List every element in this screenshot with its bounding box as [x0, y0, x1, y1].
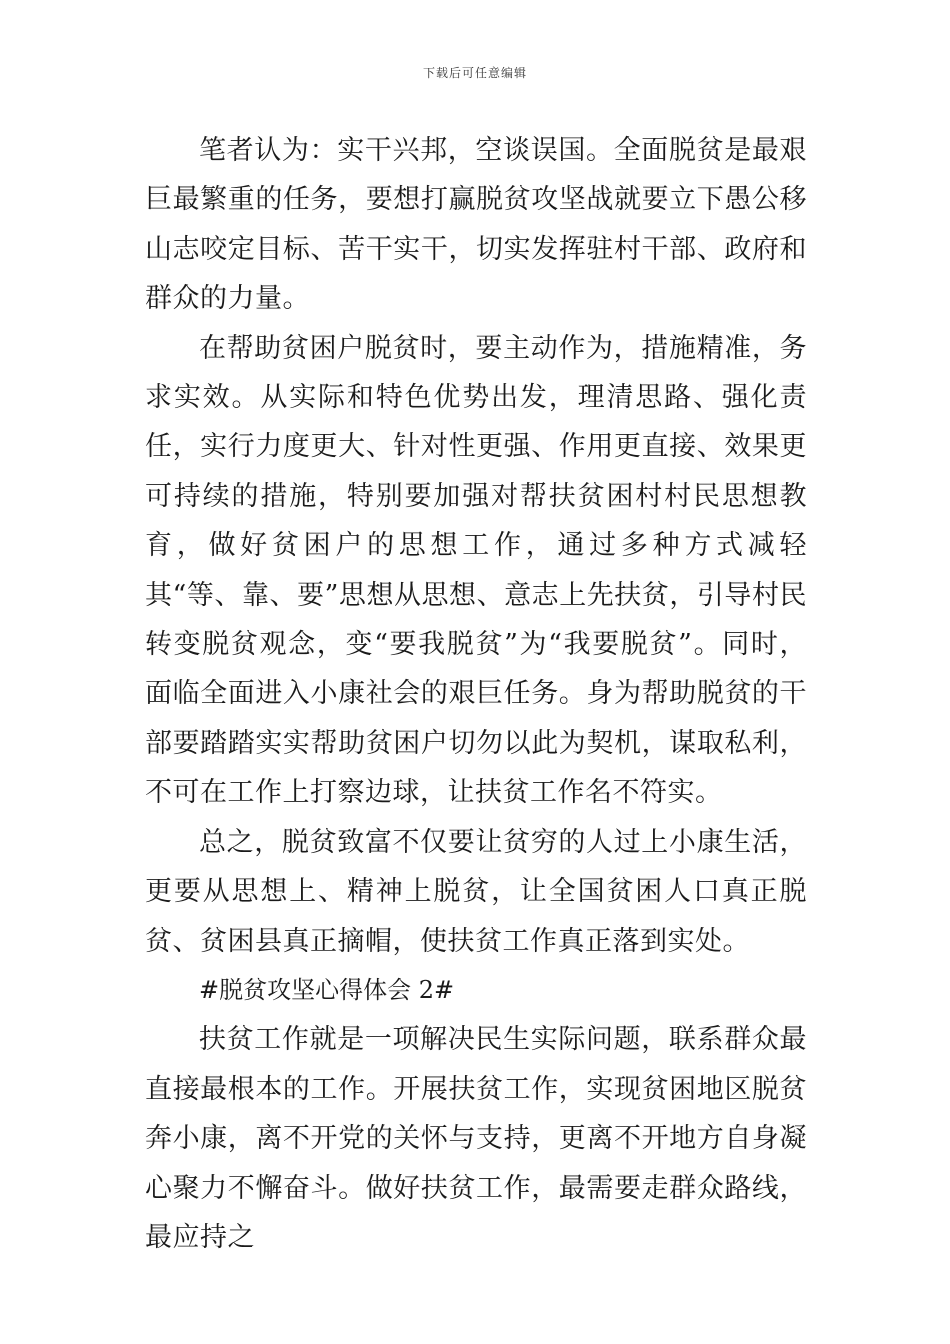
section-title: #脱贫攻坚心得体会 2# — [199, 975, 455, 1004]
paragraph-2: 在帮助贫困户脱贫时，要主动作为，措施精准，务求实效。从实际和特色优势出发，理清思路、强化责任，实行力度更大、针对性更强、作用更直接、效果更可持续的措施，特别要加强对帮扶贫困村村民思想教育，做好贫困户的思想工作，通过多种方式减轻其“等、靠、要”思想从思想、意志上先扶贫，引导村民转变脱贫观念，变“要我脱贫”为“我要脱贫”。同时，面临全面进入小康社会的艰巨任务。身为帮助脱贫的干部要踏踏实实帮助贫困户切勿以此为契机，谋取私利，不可在工作上打察边球，让扶贫工作名不符实。 — [145, 332, 807, 809]
document-body — [145, 126, 807, 1262]
page-header: 下载后可任意编辑 — [422, 66, 527, 80]
paragraph-4: 扶贫工作就是一项解决民生实际问题，联系群众最直接最根本的工作。开展扶贫工作，实现贫困地区脱贫奔小康，离不开党的关怀与支持，更离不开地方自身凝心聚力不懈奋斗。做好扶贫工作，最需要走群众路线，最应持之 — [145, 1024, 807, 1253]
paragraph-1: 笔者认为：实干兴邦，空谈误国。全面脱贫是最艰巨最繁重的任务，要想打赢脱贫攻坚战就要立下愚公移山志咬定目标、苦干实干，切实发挥驻村干部、政府和群众的力量。 — [145, 135, 807, 315]
paragraph-3: 总之，脱贫致富不仅要让贫穷的人过上小康生活，更要从思想上、精神上脱贫，让全国贫困人口真正脱贫、贫困县真正摘帽，使扶贫工作真正落到实处。 — [145, 826, 807, 957]
